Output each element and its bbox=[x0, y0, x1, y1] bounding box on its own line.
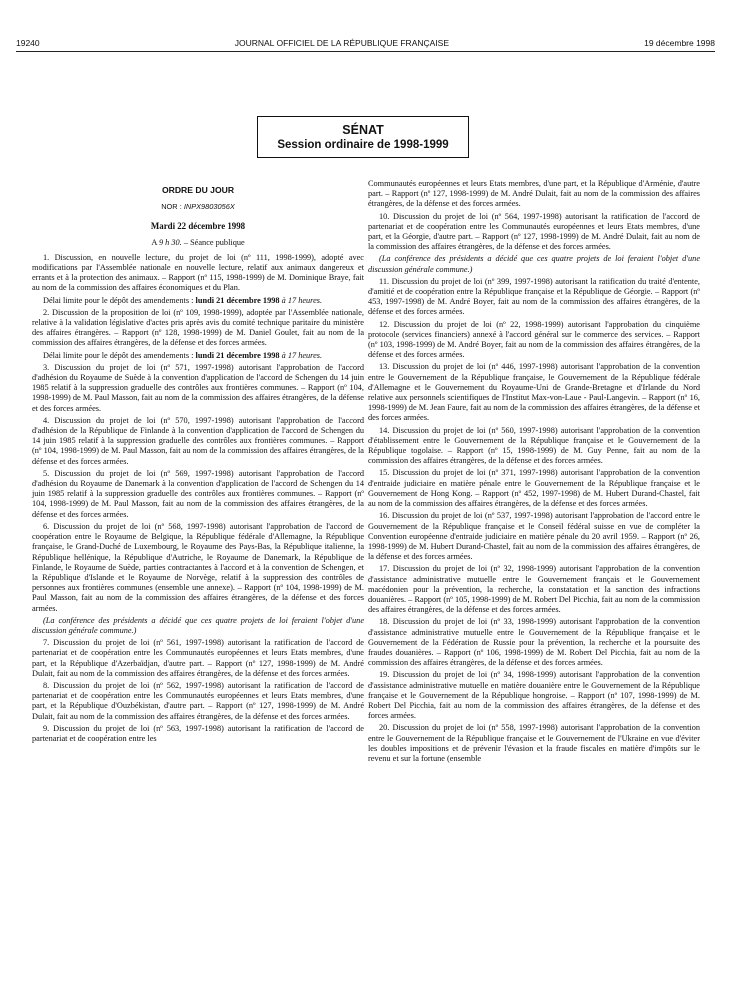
agenda-item: 20. Discussion du projet de loi (nº 558, 1997-1998) autorisant l'approbation de la convention entre le Gouvernement de la République française et le Gouvernement de l'Ukraine en vue d'éviter les doubles impositions et de prévenir l'évasion et la fraude fiscales en matière d'impôts sur le revenu et sur la fortune (ensemble bbox=[368, 723, 700, 763]
agenda-item: 9. Discussion du projet de loi (nº 563, 1997-1998) autorisant la ratification de l'accord de partenariat et de coopération entre les bbox=[32, 723, 364, 743]
agenda-item: 6. Discussion du projet de loi (nº 568, 1997-1998) autorisant l'approbation de l'accord de coopération entre le Royaume de Belgique, la République fédérale d'Allemagne, la République française, le Grand-Duché de Luxembourg, le Royaume des Pays-Bas, la République italienne, la République hellénique, la République d'Autriche, le Royaume de Danemark, la République de Finlande, le Royaume de Suède, parties contractantes à l'accord et à la convention de Schengen, et la République d'Islande et le Royaume de Norvège, relatif à la suppression des contrôles de personnes aux frontières communes (ensemble une annexe). – Rapport (nº 104, 1998-1999) de M. Paul Masson, fait au nom de la commission des affaires étrangères, de la défense et des forces armées. bbox=[32, 521, 364, 613]
right-column bbox=[368, 179, 700, 766]
agenda-item: 19. Discussion du projet de loi (nº 34, 1998-1999) autorisant l'approbation de la convention d'assistance administrative mutuelle en matière douanière entre le Gouvernement de la République française et le Gouvernement de la République hongroise. – Rapport (nº 107, 1998-1999) de M. Robert Del Picchia, fait au nom de la commission des affaires étrangères, de la défense et des forces armées. bbox=[368, 670, 700, 721]
deadline-time: à 17 heures. bbox=[281, 350, 323, 360]
nor-label: NOR : bbox=[161, 202, 182, 212]
deadline-prefix: Délai limite pour le dépôt des amendements : bbox=[43, 295, 194, 305]
agenda-item: 15. Discussion du projet de loi (nº 371, 1997-1998) autorisant l'approbation de la convention d'entraide judiciaire en matière pénale entre le Gouvernement de la République française et le Gouvernement de Hong Kong. – Rapport (nº 452, 1997-1998) de M. Hubert Durand-Chastel, fait au nom de la commission des affaires étrangères, de la défense et des forces armées. bbox=[368, 468, 700, 509]
deadline-prefix: Délai limite pour le dépôt des amendements : bbox=[43, 350, 194, 360]
title-session: Session ordinaire de 1998-1999 bbox=[277, 139, 449, 151]
agenda-item: 12. Discussion du projet de loi (nº 22, 1998-1999) autorisant l'approbation du cinquième protocole (services financiers) annexé à l'accord général sur le commerce des services. – Rapport (nº 103, 1998-1999) de M. André Boyer, fait au nom de la commission des affaires étrangères, de la défense et des forces armées. bbox=[368, 319, 700, 360]
deadline-date: lundi 21 décembre 1998 bbox=[195, 295, 280, 305]
agenda-item: 17. Discussion du projet de loi (nº 32, 1998-1999) autorisant l'approbation de la convention d'assistance administrative mutuelle entre le Gouvernement français et le Gouvernement macédonien pour la prévention, la recherche, la constatation et la sanction des infractions douanières. – Rapport (nº 105, 1998-1999) de M. Robert Del Picchia, fait au nom de la commission des affaires étrangères, de la défense et des forces armées. bbox=[368, 564, 700, 615]
time-suffix: – Séance publique bbox=[183, 237, 245, 247]
nor-reference bbox=[32, 202, 364, 212]
agenda-item: 16. Discussion du projet de loi (nº 537, 1997-1998) autorisant l'approbation de l'accord entre le Gouvernement de la République française et le Conseil fédéral suisse en vue de compléter la Convention européenne d'entraide judiciaire en matière pénale du 20 avril 1959. – Rapport (nº 26, 1998-1999) de M. Hubert Durand-Chastel, fait au nom de la commission des affaires étrangères, de la défense et des forces armées. bbox=[368, 511, 700, 562]
agenda-item: 2. Discussion de la proposition de loi (nº 109, 1998-1999), adoptée par l'Assemblée nationale, relative à la validation législative d'actes pris après avis du comité technique paritaire du ministère des affaires étrangères. – Rapport (nº 128, 1998-1999) de M. Daniel Goulet, fait au nom de la commission des affaires étrangères, de la défense et des forces armées. bbox=[32, 307, 364, 348]
time-value: 9 h 30. bbox=[158, 237, 182, 247]
nor-code: INPX9803056X bbox=[183, 202, 235, 212]
agenda-item: 13. Discussion du projet de loi (nº 446, 1997-1998) autorisant l'approbation de la convention entre le Gouvernement de la République française, le Gouvernement de la République fédérale d'Allemagne et le Gouvernement du Royaume-Uni de Grande-Bretagne et d'Irlande du Nord relative aux personnels scientifiques de l'Institut Max-von-Laue - Paul-Langevin. – Rapport (nº 16, 1998-1999) de M. Jean Faure, fait au nom de la commission des affaires étrangères, de la défense et des forces armées. bbox=[368, 362, 700, 423]
amendment-deadline bbox=[32, 296, 364, 306]
left-column bbox=[32, 180, 364, 746]
amendment-deadline bbox=[32, 351, 364, 361]
agenda-item: 4. Discussion du projet de loi (nº 570, 1997-1998) autorisant l'approbation de l'accord d'adhésion de la République de Finlande à la convention d'application de l'accord de Schengen du 14 juin 1985 relatif à la suppression graduelle des contrôles aux frontières communes. – Rapport (nº 104, 1998-1999) de M. Paul Masson, fait au nom de la commission des affaires étrangères, de la défense et des forces armées. bbox=[32, 415, 364, 466]
agenda-item: 11. Discussion du projet de loi (nº 399, 1997-1998) autorisant la ratification du traité d'entente, d'amitié et de coopération entre la République française et la République de Géorgie. – Rapport (nº 453, 1997-1998) de M. André Boyer, fait au nom de la commission des affaires étrangères, de la défense et des forces armées. bbox=[368, 276, 700, 317]
page-number: 19240 bbox=[16, 38, 40, 48]
agenda-item: 14. Discussion du projet de loi (nº 560, 1997-1998) autorisant l'approbation de la convention d'établissement entre le Gouvernement de la République française et le Gouvernement de la République togolaise. – Rapport (nº 15, 1998-1999) de M. Guy Penne, fait au nom de la commission des affaires étrangères, de la défense et des forces armées. bbox=[368, 425, 700, 466]
header-rule bbox=[16, 51, 715, 52]
deadline-time: à 17 heures. bbox=[281, 295, 323, 305]
agenda-item: 7. Discussion du projet de loi (nº 561, 1997-1998) autorisant la ratification de l'accord de partenariat et de coopération entre les Communautés européennes et leurs Etats membres, d'une part, et la République d'Azerbaïdjan, d'autre part. – Rapport (nº 127, 1998-1999) de M. André Dulait, fait au nom de la commission des affaires étrangères, de la défense et des forces armées. bbox=[32, 638, 364, 678]
title-senat: SÉNAT bbox=[342, 123, 384, 137]
agenda-item: 5. Discussion du projet de loi (nº 569, 1997-1998) autorisant l'approbation de l'accord d'adhésion du Royaume de Danemark à la convention d'application de l'accord de Schengen du 14 juin 1985 relatif à la suppression graduelle des contrôles aux frontières communes. – Rapport (nº 104, 1998-1999) de M. Paul Masson, fait au nom de la commission des affaires étrangères, de la défense et des forces armées. bbox=[32, 468, 364, 519]
sitting-date: Mardi 22 décembre 1998 bbox=[150, 221, 246, 232]
sitting-time bbox=[32, 238, 364, 248]
conference-note: (La conférence des présidents a décidé que ces quatre projets de loi feraient l'objet d'une discussion générale commune.) bbox=[32, 615, 364, 635]
agenda-item: 10. Discussion du projet de loi (nº 564, 1997-1998) autorisant la ratification de l'accord de partenariat et de coopération entre les Communautés européennes et leurs Etats membres, d'une part, et la Géorgie, d'autre part. – Rapport (nº 127, 1998-1999) de M. André Dulait, fait au nom de la commission des affaires étrangères, de la défense et des forces armées. bbox=[368, 211, 700, 252]
agenda-heading: ORDRE DU JOUR bbox=[161, 185, 235, 195]
conference-note: (La conférence des présidents a décidé que ces quatre projets de loi feraient l'objet d'une discussion générale commune.) bbox=[368, 254, 700, 274]
issue-date: 19 décembre 1998 bbox=[644, 38, 715, 48]
agenda-item: 1. Discussion, en nouvelle lecture, du projet de loi (nº 111, 1998-1999), adopté avec modifications par l'Assemblée nationale en nouvelle lecture, relatif aux animaux dangereux et errants et à la protection des animaux. – Rapport (nº 115, 1998-1999) de M. Dominique Braye, fait au nom de la commission des affaires économiques et du Plan. bbox=[32, 252, 364, 293]
agenda-item-continuation: Communautés européennes et leurs Etats membres, d'une part, et la République d'Arménie, d'autre part. – Rapport (nº 127, 1998-1999) de M. André Dulait, fait au nom de la commission des affaires étrangères, de la défense et des forces armées. bbox=[368, 179, 700, 209]
agenda-item: 8. Discussion du projet de loi (nº 562, 1997-1998) autorisant la ratification de l'accord de partenariat et de coopération entre les Communautés européennes et leurs Etats membres, d'une part, et la République d'Ouzbékistan, d'autre part. – Rapport (nº 127, 1998-1999) de M. André Dulait, fait au nom de la commission des affaires étrangères, de la défense et des forces armées. bbox=[32, 680, 364, 721]
running-header bbox=[16, 38, 715, 48]
agenda-item: 18. Discussion du projet de loi (nº 33, 1998-1999) autorisant l'approbation de la convention d'assistance administrative mutuelle entre le Gouvernement de la République française et le Gouvernement de la Fédération de Russie pour la prévention, la recherche et la poursuite des fraudes douanières. – Rapport (nº 106, 1998-1999) de M. Robert Del Picchia, fait au nom de la commission des affaires étrangères, de la défense et des forces armées. bbox=[368, 617, 700, 668]
journal-title: JOURNAL OFFICIEL DE LA RÉPUBLIQUE FRANÇAISE bbox=[234, 38, 450, 48]
title-box bbox=[257, 116, 469, 158]
time-prefix: A bbox=[151, 237, 157, 247]
agenda-item: 3. Discussion du projet de loi (nº 571, 1997-1998) autorisant l'approbation de l'accord d'adhésion du Royaume de Suède à la convention d'application de l'accord de Schengen du 14 juin 1985 relatif à la suppression graduelle des contrôles aux frontières communes. – Rapport (nº 104, 1998-1999) de M. Paul Masson, fait au nom de la commission des affaires étrangères, de la défense et des forces armées. bbox=[32, 362, 364, 413]
deadline-date: lundi 21 décembre 1998 bbox=[195, 350, 280, 360]
